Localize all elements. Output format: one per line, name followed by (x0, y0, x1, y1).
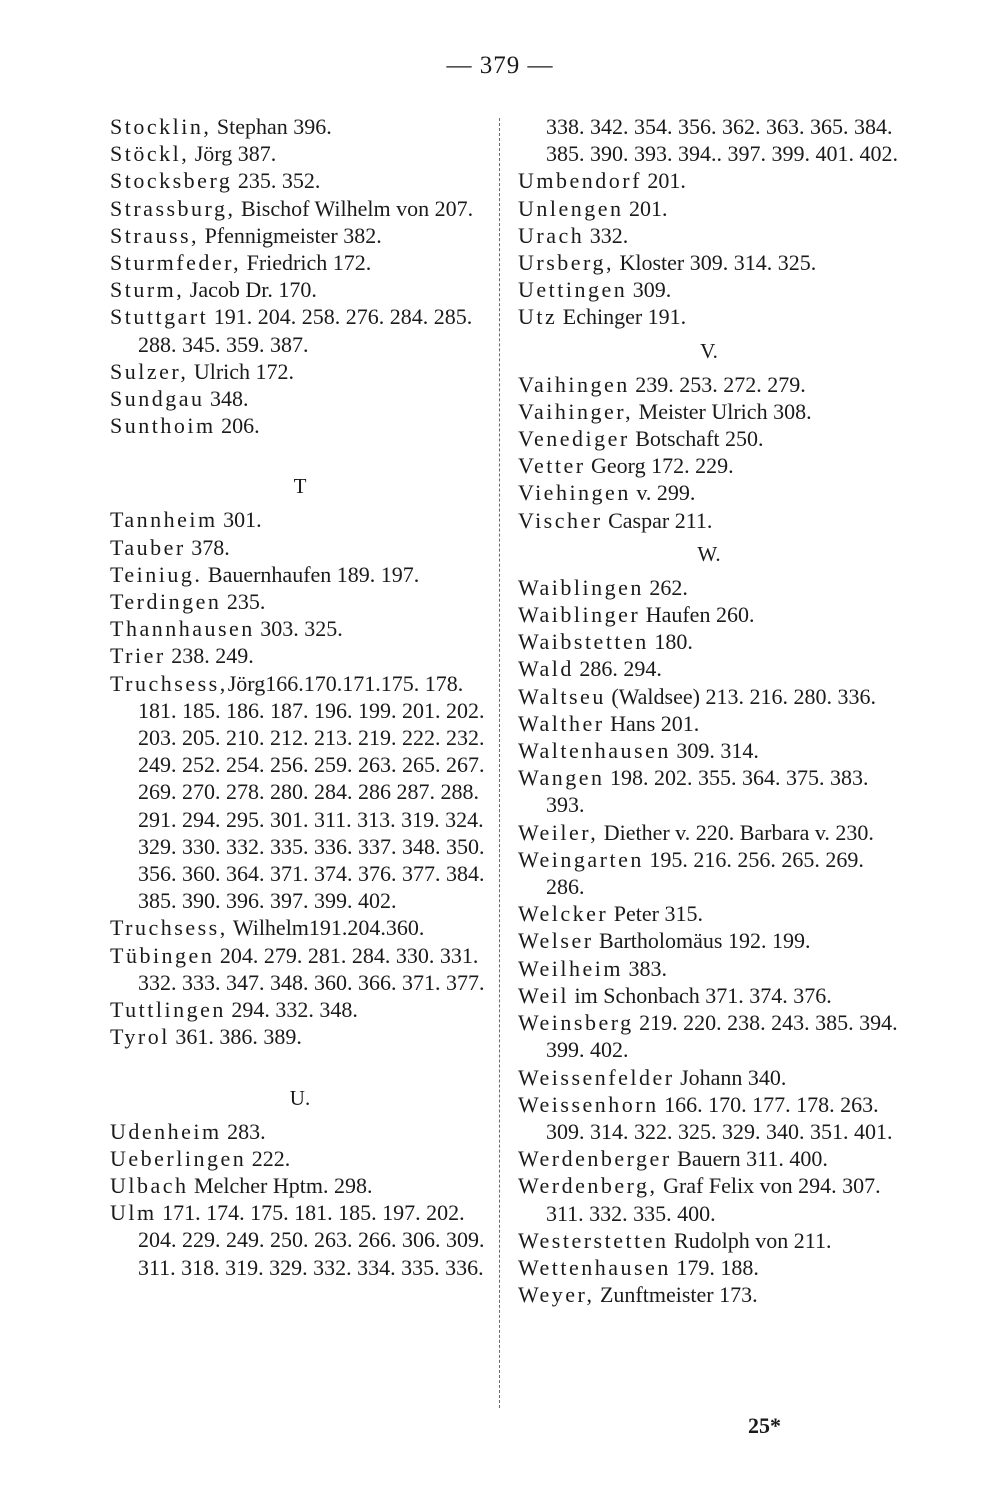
index-entry-term: Waiblingen (518, 574, 644, 600)
index-entry-term: Weissenhorn (518, 1091, 659, 1117)
index-entry-refs: Caspar 211. (602, 507, 713, 533)
index-entry-refs: 219. 220. 238. 243. 385. 394. 399. 402. (546, 1010, 898, 1063)
index-entry (518, 846, 900, 900)
index-entry-refs: Wilhelm191.204.360. (227, 915, 425, 941)
index-entry-term: Westerstetten (518, 1227, 669, 1253)
index-entry (518, 574, 900, 601)
index-entry-refs: Jacob Dr. 170. (184, 277, 317, 303)
index-entry-term: Uettingen (518, 277, 628, 303)
index-entry-refs: 179. 188. (670, 1254, 759, 1280)
index-entry (518, 1254, 900, 1281)
index-entry-refs: 378. (185, 534, 230, 560)
index-entry-term: Trier (110, 643, 166, 669)
index-entry-term: Wettenhausen (518, 1254, 671, 1280)
index-entry-refs: 180. (648, 629, 693, 655)
index-entry-refs: Johann 340. (674, 1064, 787, 1090)
index-entry-refs: (Waldsee) 213. 216. 280. 336. (605, 683, 876, 709)
index-entry-term: Venediger (518, 426, 630, 452)
index-entry (110, 195, 490, 222)
index-entry-term: Waibstetten (518, 629, 649, 655)
index-entry-refs: Rudolph von 211. (668, 1227, 832, 1253)
index-entry-term: Stuttgart (110, 304, 209, 330)
index-entry (518, 819, 900, 846)
index-entry-term: Weingarten (518, 846, 644, 872)
index-entry-term: Tannheim (110, 507, 218, 533)
index-entry-refs: Bauernhaufen 189. 197. (202, 561, 420, 587)
left-column (110, 113, 490, 1281)
index-entry-refs: 301. (217, 507, 262, 533)
index-entry-term: Welcker (518, 901, 609, 927)
index-entry (518, 1009, 900, 1063)
index-entry-refs: 166. 170. 177. 178. 263. 309. 314. 322. 325. 329. 340. 351. 401. (546, 1091, 893, 1144)
index-entry (110, 222, 490, 249)
index-entry (518, 601, 900, 628)
index-entry (110, 1023, 490, 1050)
index-entry-term: Truchsess, (110, 915, 228, 941)
index-entry (518, 710, 900, 737)
index-entry-term: Weil (518, 982, 569, 1008)
index-entry-refs: Echinger 191. (557, 304, 687, 330)
index-entry-refs: 338. 342. 354. 356. 362. 363. 365. 384. 385. 390. 393. 394.. 397. 399. 401. 402. (546, 114, 898, 167)
index-entry (518, 683, 900, 710)
index-entry-refs: Hans 201. (604, 710, 700, 736)
index-entry-term: Tyrol (110, 1024, 170, 1050)
index-entry (518, 764, 900, 818)
index-entry (518, 1281, 900, 1308)
index-entry-refs: 201. (623, 195, 668, 221)
index-entry (110, 670, 490, 915)
index-entry (518, 1091, 900, 1145)
index-entry-term: Wangen (518, 765, 605, 791)
index-entry (110, 358, 490, 385)
index-entry (518, 982, 900, 1009)
index-entry-term: Weissenfelder (518, 1064, 675, 1090)
index-entry (110, 1145, 490, 1172)
index-entry-refs: 239. 253. 272. 279. (629, 371, 806, 397)
index-entry-term: Sundgau (110, 386, 205, 412)
index-entry-refs: Bartholomäus 192. 199. (593, 928, 811, 954)
index-entry (518, 1145, 900, 1172)
index-entry (518, 195, 900, 222)
index-entry (518, 1064, 900, 1091)
index-entry-refs: Pfennigmeister 382. (199, 222, 382, 248)
index-entry (110, 1199, 490, 1281)
index-entry (110, 914, 490, 941)
index-entry-refs: 204. 279. 281. 284. 330. 331. 332. 333. 347. 348. 360. 366. 371. 377. (138, 942, 485, 995)
index-entry (518, 303, 900, 330)
index-entry-refs: 235. (221, 589, 266, 615)
index-entry-term: Unlengen (518, 195, 624, 221)
index-entry-refs: Diether v. 220. Barbara v. 230. (598, 819, 874, 845)
index-entry-refs: 238. 249. (165, 643, 254, 669)
index-entry-refs: Kloster 309. 314. 325. (613, 250, 817, 276)
index-entry (110, 942, 490, 996)
index-entry-term: Vischer (518, 507, 603, 533)
index-entry-refs: 309. (627, 277, 672, 303)
index-entry-refs: Zunftmeister 173. (594, 1282, 758, 1308)
index-entry (518, 628, 900, 655)
index-entry-refs: v. 299. (630, 480, 696, 506)
index-entry-refs: 303. 325. (254, 616, 343, 642)
index-entry (110, 642, 490, 669)
index-entry (518, 371, 900, 398)
index-entry (110, 534, 490, 561)
index-entry (518, 507, 900, 534)
index-entry (110, 561, 490, 588)
index-entry (518, 737, 900, 764)
page-number: — 379 — (446, 52, 554, 79)
index-entry-term: Ulbach (110, 1172, 189, 1198)
index-entry-term: Sunthoim (110, 413, 216, 439)
index-entry (110, 249, 490, 276)
index-entry-refs: Melcher Hptm. 298. (188, 1172, 373, 1198)
index-entry-term: Waiblinger (518, 602, 641, 628)
index-entry (110, 412, 490, 439)
index-entry (518, 927, 900, 954)
index-entry (518, 276, 900, 303)
index-entry-term: Waltseu (518, 683, 606, 709)
index-entry-term: Sturmfeder, (110, 250, 242, 276)
index-entry-refs: 201. (641, 168, 686, 194)
index-entry-continuation (518, 113, 900, 167)
index-entry (518, 655, 900, 682)
index-entry-refs: im Schonbach 371. 374. 376. (569, 982, 832, 1008)
index-entry (518, 452, 900, 479)
index-entry-refs: Jörg 387. (189, 141, 277, 167)
index-entry-refs: 235. 352. (232, 168, 321, 194)
index-entry-refs: 206. (215, 413, 260, 439)
index-entry (518, 398, 900, 425)
index-entry-term: Werdenberg, (518, 1173, 658, 1199)
index-entry-refs: 262. (643, 574, 688, 600)
index-entry (110, 506, 490, 533)
index-entry (518, 425, 900, 452)
index-entry-refs: 191. 204. 258. 276. 284. 285. 288. 345. 359. 387. (138, 304, 473, 357)
index-entry-term: Welser (518, 928, 594, 954)
index-entry-term: Teiniug. (110, 561, 203, 587)
index-entry (518, 900, 900, 927)
index-entry-refs: 348. (204, 386, 249, 412)
index-entry-term: Werdenberger (518, 1146, 672, 1172)
column-divider (499, 118, 500, 1408)
index-entry-term: Weyer, (518, 1282, 595, 1308)
index-entry (110, 1172, 490, 1199)
index-entry (110, 1118, 490, 1145)
index-entry (110, 615, 490, 642)
index-entry-term: Terdingen (110, 589, 222, 615)
index-entry-refs: 286. 294. (573, 656, 662, 682)
index-entry-refs: 332. (584, 222, 629, 248)
index-entry (518, 1227, 900, 1254)
index-entry-term: Urach (518, 222, 585, 248)
index-entry-refs: Haufen 260. (640, 602, 755, 628)
index-entry (110, 167, 490, 194)
index-entry-term: Wald (518, 656, 574, 682)
index-entry-term: Waltenhausen (518, 738, 671, 764)
index-entry-term: Tauber (110, 534, 186, 560)
index-entry-refs: Jörg166.170.171.175. 178. 181. 185. 186. 187. 196. 199. 201. 202. 203. 205. 210. 212. 213. 219. 222. 232. 249. 252. 254. 256. 259. 263. 265. 267. 269. 270. 278. 280. 284. 286 287. 288. 291. 294. 295. 301. 311. 313. 319. 324. 329. 330. 332. 335. 336. 337. 348. 350. 356. 360. 364. 371. 374. 376. 377. 384. 385. 390. 396. 397. 399. 402. (138, 670, 485, 914)
index-entry-term: Udenheim (110, 1118, 222, 1144)
index-entry-term: Tübingen (110, 942, 215, 968)
index-entry-refs: Ulrich 172. (188, 358, 295, 384)
index-entry-refs: 198. 202. 355. 364. 375. 383. 393. (546, 765, 869, 818)
index-entry (518, 249, 900, 276)
index-entry-term: Truchsess, (110, 670, 228, 696)
index-entry-term: Vetter (518, 453, 586, 479)
index-entry (518, 167, 900, 194)
index-entry-term: Ueberlingen (110, 1145, 247, 1171)
index-entry-term: Ulm (110, 1200, 157, 1226)
index-entry (110, 996, 490, 1023)
index-entry-refs: 361. 386. 389. (169, 1024, 302, 1050)
index-entry-term: Thannhausen (110, 616, 255, 642)
index-entry-refs: 283. (221, 1118, 266, 1144)
index-entry-refs: Meister Ulrich 308. (633, 398, 812, 424)
section-letter-heading: W. (697, 541, 721, 566)
index-entry-refs: 383. (622, 955, 667, 981)
index-entry-refs: 195. 216. 256. 265. 269. 286. (546, 846, 864, 900)
section-letter-heading: V. (700, 338, 718, 363)
index-entry-term: Stocksberg (110, 168, 233, 194)
index-entry (518, 1172, 900, 1226)
index-entry-refs: Friedrich 172. (241, 250, 372, 276)
section-spacer (110, 439, 490, 466)
index-entry-term: Ursberg, (518, 250, 614, 276)
section-letter-heading: T (293, 474, 307, 499)
index-entry-term: Weilheim (518, 955, 623, 981)
index-entry-term: Strauss, (110, 222, 200, 248)
index-entry (110, 276, 490, 303)
index-entry-term: Sturm, (110, 277, 185, 303)
index-entry (110, 113, 490, 140)
index-entry-refs: Bauern 311. 400. (671, 1146, 828, 1172)
index-entry-refs: 171. 174. 175. 181. 185. 197. 202. 204. 229. 249. 250. 263. 266. 306. 309. 311. 318. 319. 329. 332. 334. 335. 336. (138, 1200, 485, 1280)
section-letter-heading: U. (289, 1085, 311, 1110)
index-entry-term: Tuttlingen (110, 997, 226, 1023)
index-entry (110, 303, 490, 357)
index-entry (110, 385, 490, 412)
index-entry-refs: Peter 315. (608, 901, 703, 927)
index-entry-term: Umbendorf (518, 168, 642, 194)
index-entry-refs: 294. 332. 348. (225, 997, 358, 1023)
index-entry-term: Walther (518, 710, 605, 736)
index-entry (110, 588, 490, 615)
index-entry (518, 479, 900, 506)
index-entry-term: Weinsberg (518, 1010, 634, 1036)
index-entry-term: Vaihinger, (518, 398, 634, 424)
index-entry-term: Weiler, (518, 819, 599, 845)
index-entry-refs: 222. (246, 1145, 291, 1171)
index-entry-refs: 309. 314. (670, 738, 759, 764)
index-entry-term: Vaihingen (518, 371, 630, 397)
section-spacer (110, 1051, 490, 1078)
index-entry-term: Utz (518, 304, 558, 330)
index-entry (110, 140, 490, 167)
index-entry-term: Stocklin, (110, 114, 212, 139)
index-entry-term: Stöckl, (110, 141, 190, 167)
index-entry (518, 955, 900, 982)
index-entry (518, 222, 900, 249)
index-entry-term: Strassburg, (110, 195, 236, 221)
index-entry-refs: Georg 172. 229. (585, 453, 734, 479)
index-entry-refs: Bischof Wilhelm von 207. (235, 195, 474, 221)
signature-mark: 25* (748, 1413, 781, 1438)
index-entry-refs: Stephan 396. (211, 114, 332, 139)
index-entry-term: Sulzer, (110, 358, 189, 384)
right-column (518, 113, 900, 1308)
index-entry-term: Viehingen (518, 480, 631, 506)
index-entry-refs: Graf Felix von 294. 307. 311. 332. 335. 400. (546, 1173, 881, 1226)
index-entry-refs: Botschaft 250. (629, 426, 764, 452)
